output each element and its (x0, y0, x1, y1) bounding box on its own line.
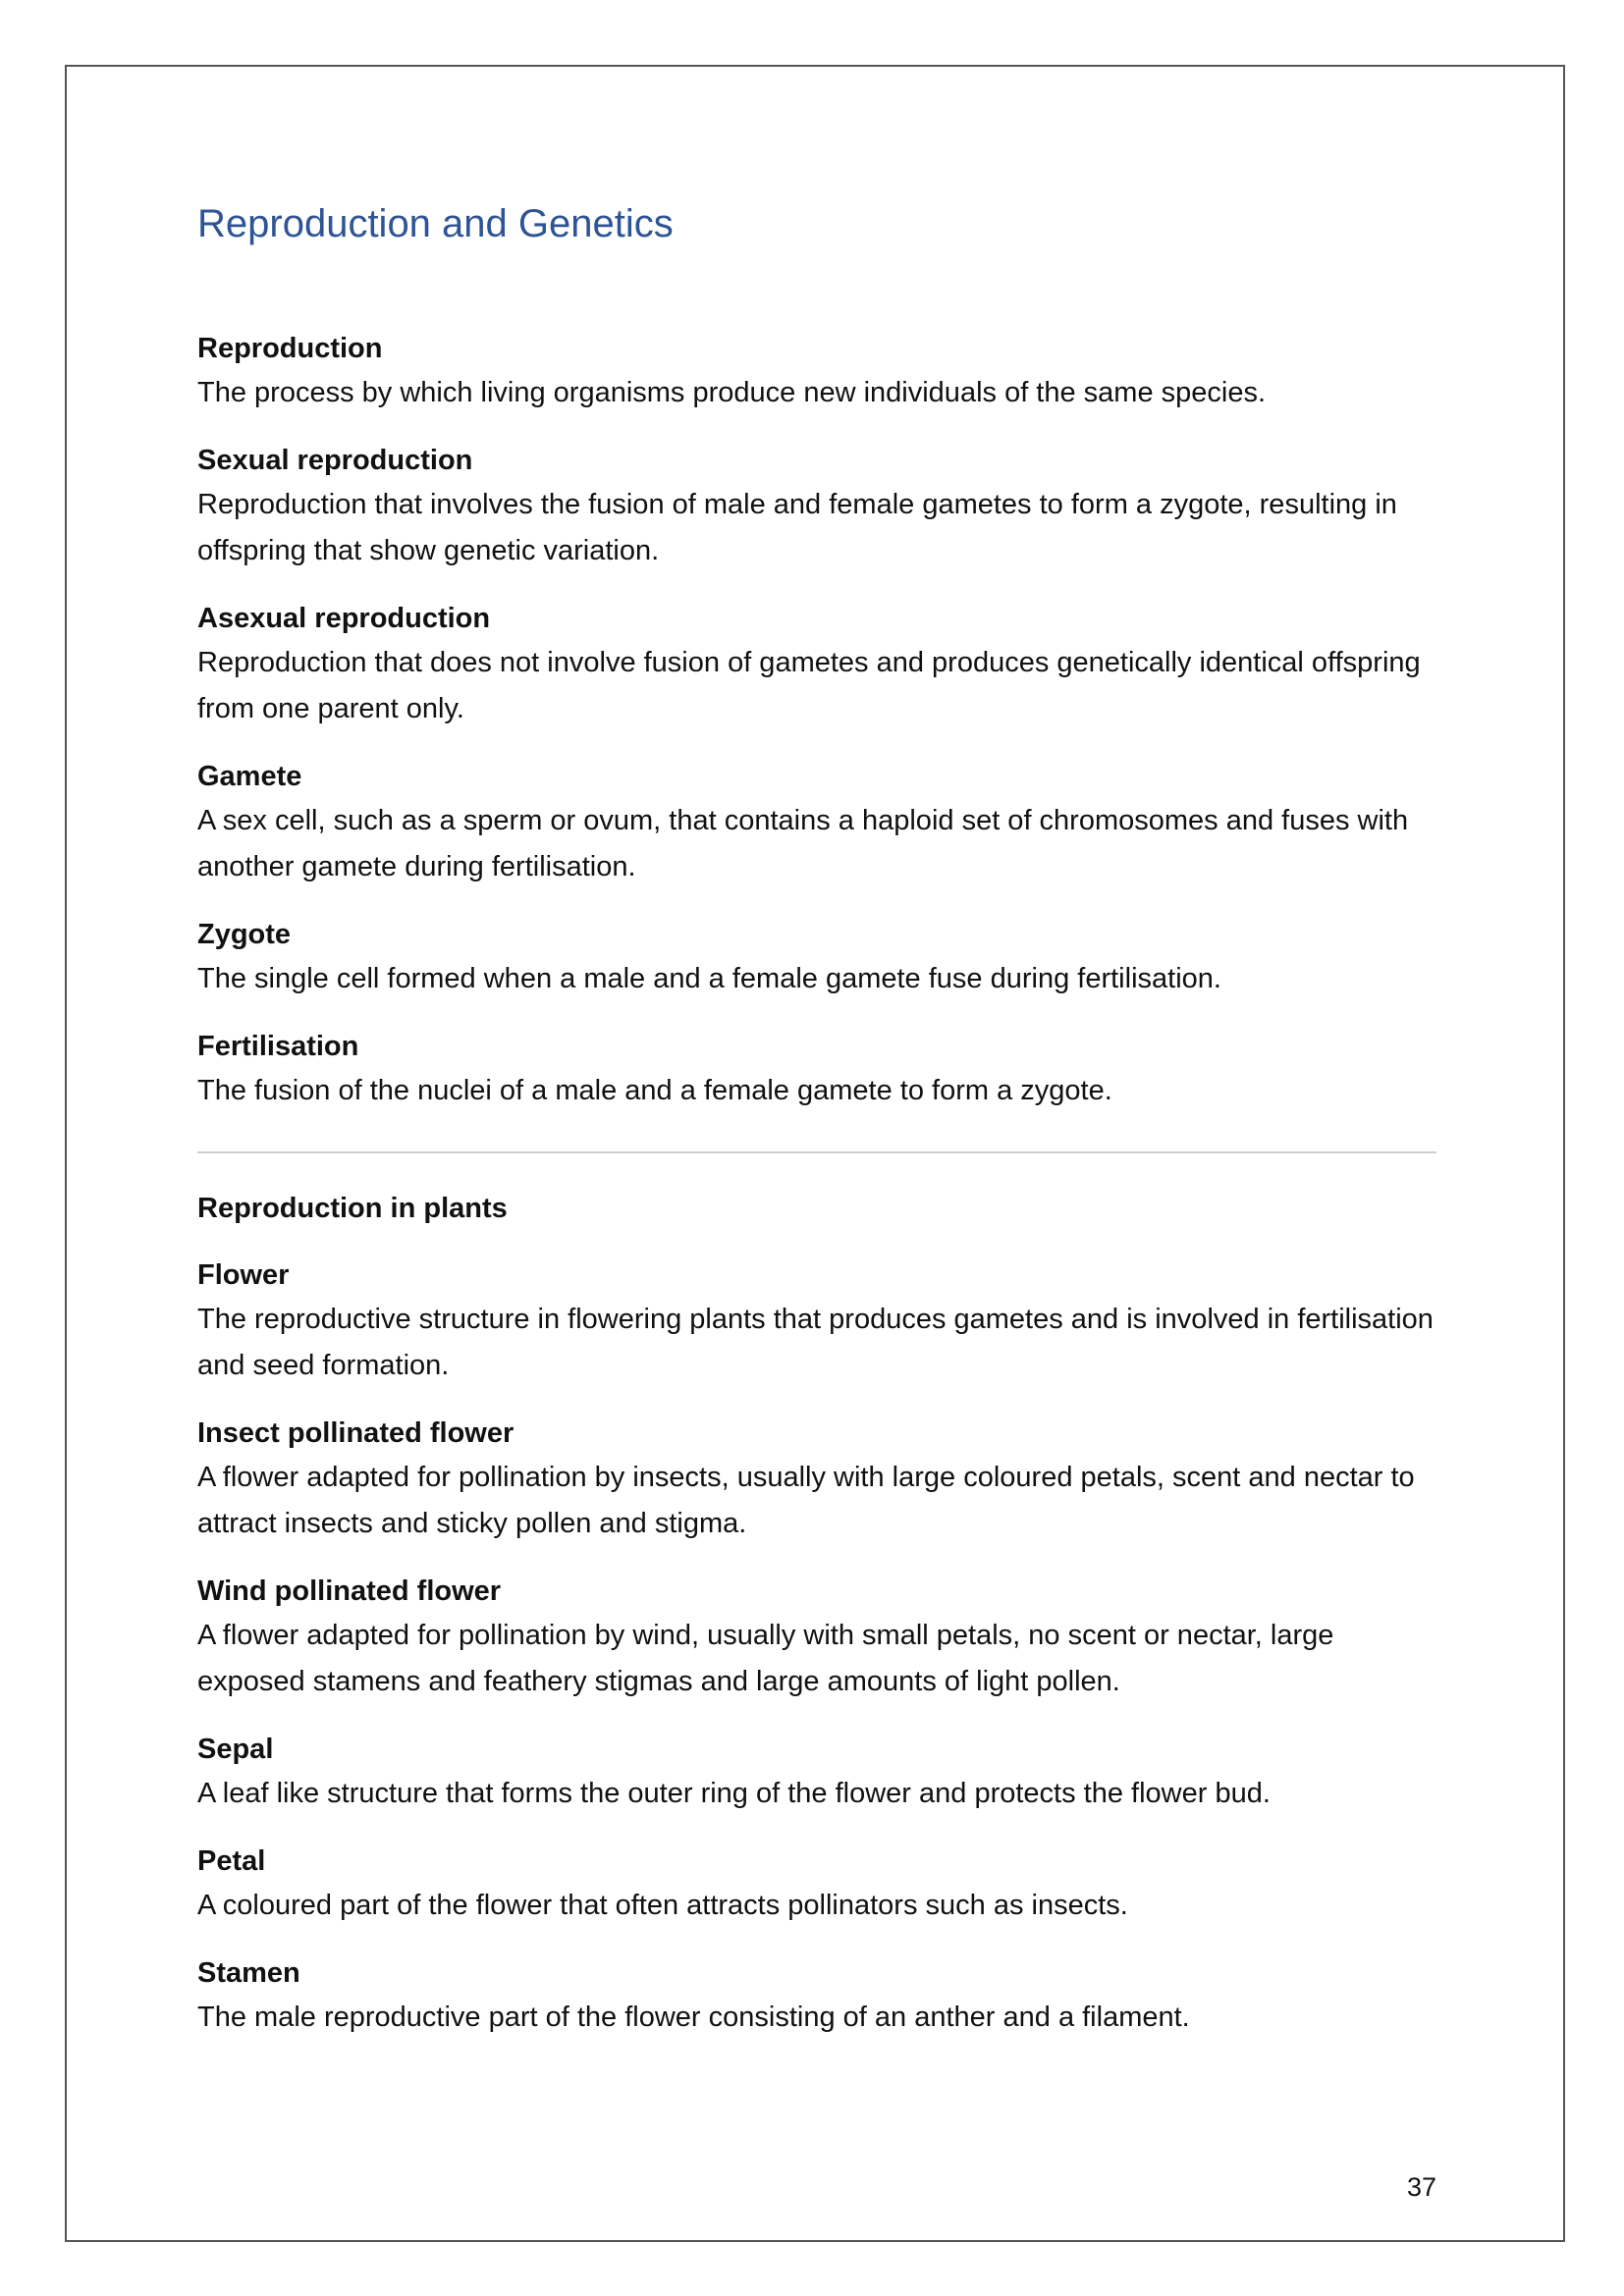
glossary-entry (197, 1025, 1436, 1114)
glossary-entry (197, 439, 1436, 574)
glossary-term: Gamete (197, 761, 302, 792)
glossary-definition: The process by which living organisms produce new individuals of the same species. (197, 377, 1267, 408)
glossary-term: Insect pollinated flower (197, 1417, 514, 1449)
glossary-term: Sexual reproduction (197, 445, 473, 476)
glossary-definition: A flower adapted for pollination by wind, usually with small petals, no scent or nectar, large exposed stamens and feathery stigmas and large amounts of light pollen. (197, 1620, 1334, 1697)
glossary-entry (197, 1254, 1436, 1389)
glossary-definition: A leaf like structure that forms the outer ring of the flower and protects the flower bud. (197, 1778, 1271, 1809)
glossary-term: Petal (197, 1845, 266, 1877)
glossary-entry (197, 327, 1436, 416)
glossary-definition: The single cell formed when a male and a female gamete fuse during fertilisation. (197, 963, 1221, 994)
section-heading: Reproduction in plants (197, 1193, 508, 1224)
glossary-entry (197, 1570, 1436, 1705)
glossary-term: Reproduction (197, 333, 383, 364)
glossary-entry (197, 597, 1436, 732)
section-divider (197, 1151, 1436, 1153)
glossary-term: Flower (197, 1259, 290, 1291)
glossary-definition: A sex cell, such as a sperm or ovum, that contains a haploid set of chromosomes and fuses with another gamete during fertilisation. (197, 805, 1409, 882)
glossary-definition: The fusion of the nuclei of a male and a female gamete to form a zygote. (197, 1075, 1112, 1106)
glossary-definition: The reproductive structure in flowering plants that produces gametes and is involved in fertilisation and seed formation. (197, 1304, 1434, 1381)
glossary-definition: The male reproductive part of the flower consisting of an anther and a filament. (197, 2002, 1190, 2033)
glossary-entry (197, 1951, 1436, 2041)
glossary-entry (197, 755, 1436, 890)
glossary-term: Stamen (197, 1957, 300, 1989)
glossary-term: Wind pollinated flower (197, 1575, 502, 1607)
glossary-term: Zygote (197, 919, 292, 950)
glossary-definition: Reproduction that involves the fusion of male and female gametes to form a zygote, resulting in offspring that show genetic variation. (197, 489, 1397, 566)
glossary-term: Asexual reproduction (197, 603, 491, 634)
glossary-entry (197, 1728, 1436, 1817)
plants-section (197, 1187, 1436, 2041)
glossary-definition: A flower adapted for pollination by insects, usually with large coloured petals, scent and nectar to attract insects and sticky pollen and stigma. (197, 1462, 1415, 1539)
page-number: 37 (1406, 2172, 1436, 2202)
glossary-entry (197, 1412, 1436, 1547)
glossary-term: Fertilisation (197, 1031, 359, 1062)
glossary-term: Sepal (197, 1734, 274, 1765)
glossary-definition: Reproduction that does not involve fusion of gametes and produces genetically identical offspring from one parent only. (197, 647, 1421, 724)
glossary-entry (197, 913, 1436, 1002)
glossary-definition: A coloured part of the flower that often attracts pollinators such as insects. (197, 1890, 1128, 1921)
glossary-section (197, 327, 1436, 1114)
page-title: Reproduction and Genetics (197, 202, 674, 245)
page-content (197, 200, 1436, 2063)
glossary-entry (197, 1840, 1436, 1929)
